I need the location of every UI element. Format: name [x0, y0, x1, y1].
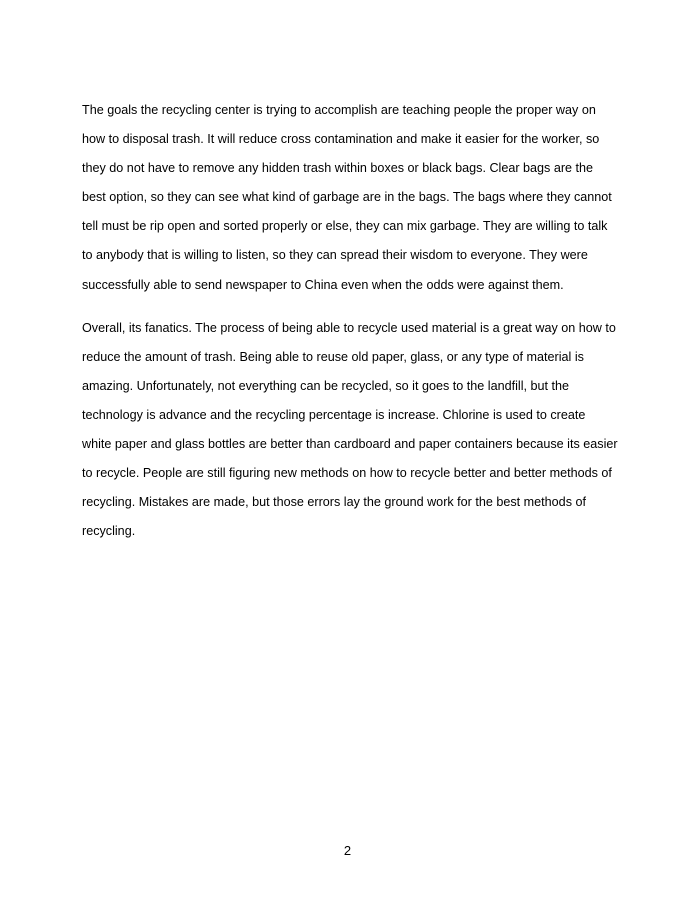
text-line: white paper and glass bottles are better than cardboard and paper containers because its easier [82, 437, 618, 452]
text-line: Overall, its fanatics. The process of being able to recycle used material is a great way on how to [82, 320, 616, 335]
text-line: reduce the amount of trash. Being able to reuse old paper, glass, or any type of material is [82, 349, 584, 364]
text-line: recycling. Mistakes are made, but those errors lay the ground work for the best methods of [82, 495, 586, 510]
text-line: best option, so they can see what kind of garbage are in the bags. The bags where they cannot [82, 190, 612, 205]
text-line: recycling. [82, 524, 136, 539]
text-line: successfully able to send newspaper to China even when the odds were against them. [82, 277, 564, 292]
paragraph-recycling-center-goals [82, 96, 622, 300]
text-line: how to disposal trash. It will reduce cross contamination and make it easier for the worker, so [82, 132, 600, 147]
text-line: to recycle. People are still figuring new methods on how to recycle better and better methods of [82, 466, 612, 481]
text-line: The goals the recycling center is trying to accomplish are teaching people the proper way on [82, 103, 596, 117]
paragraph-conclusion [82, 314, 622, 547]
text-line: to anybody that is willing to listen, so they can spread their wisdom to everyone. They were [82, 248, 588, 263]
text-line: they do not have to remove any hidden trash within boxes or black bags. Clear bags are the [82, 161, 594, 176]
page-number: 2 [343, 843, 352, 858]
text-line: amazing. Unfortunately, not everything can be recycled, so it goes to the landfill, but the [82, 378, 570, 393]
text-line: tell must be rip open and sorted properly or else, they can mix garbage. They are willing to talk [82, 219, 608, 234]
text-line: technology is advance and the recycling percentage is increase. Chlorine is used to create [82, 407, 586, 422]
body-text [82, 96, 622, 560]
